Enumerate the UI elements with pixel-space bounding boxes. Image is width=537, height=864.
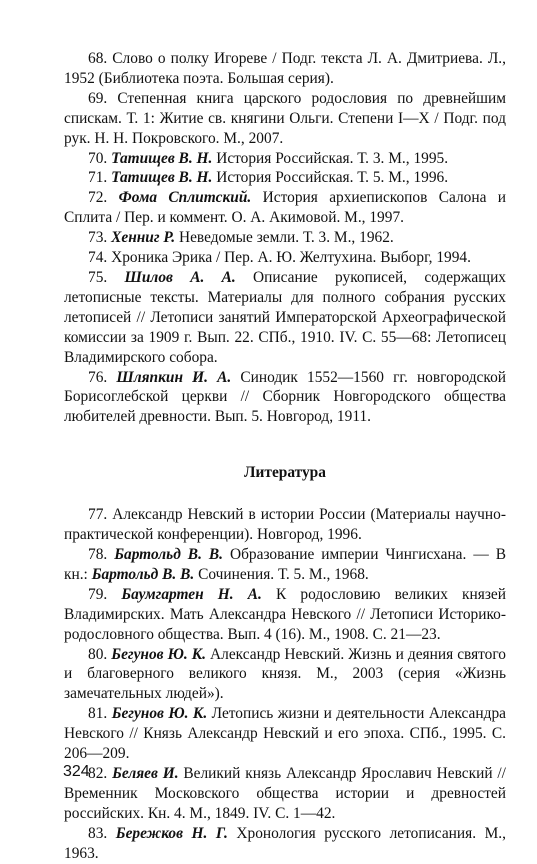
bibliography-entry (64, 168, 506, 188)
bibliography-entry (64, 764, 506, 824)
page-number: 324 (63, 763, 90, 780)
entry-text: Александр Невский в истории России (Материалы научно-практической конференции). Новгород, 1996. (64, 506, 506, 544)
entry-number: 73. (88, 229, 108, 247)
entry-text: Неведомые земли. Т. 3. М., 1962. (178, 229, 394, 247)
entry-number: 77. (88, 506, 108, 524)
entry-author: Фома Сплитский. (118, 189, 252, 207)
entry-number: 75. (88, 268, 108, 286)
entry-number: 70. (88, 149, 108, 167)
bibliography-entry (64, 545, 506, 585)
entry-text: Александр Невский. Жизнь и деяния святого и благоверного великого князя. М., 2003 (серия «Жизнь замечательных людей»). (64, 645, 507, 703)
entry-text: История Российская. Т. 5. М., 1996. (216, 169, 449, 187)
entry-text: Образование империи Чингисхана. — В кн.: (64, 546, 506, 583)
bibliography (64, 49, 506, 864)
bibliography-entry (64, 188, 506, 228)
entry-author: Баумгартен Н. А. (121, 585, 262, 603)
bibliography-entry (64, 645, 506, 705)
entry-author: Татищев В. Н. (111, 169, 213, 187)
sources-list (64, 49, 506, 427)
bibliography-entry (64, 824, 506, 864)
entry-text: История архиепископов Салона и Сплита / Пер. и коммент. О. А. Акимовой. М., 1997. (64, 189, 507, 227)
bibliography-entry (64, 228, 506, 248)
entry-number: 76. (88, 368, 108, 386)
bibliography-entry (64, 505, 506, 545)
literature-heading: Литература (244, 464, 326, 482)
bibliography-entry (64, 49, 506, 89)
entry-number: 79. (88, 585, 108, 603)
entry-author: Беляев И. (112, 765, 179, 782)
bibliography-entry (64, 149, 506, 169)
entry-number: 72. (88, 189, 108, 207)
bibliography-entry (64, 368, 506, 428)
entry-number: 81. (88, 705, 108, 723)
entry-number: 78. (88, 546, 108, 564)
bibliography-entry (64, 704, 506, 764)
entry-author: Татищев В. Н. (111, 149, 213, 167)
entry-text: Хронология русского летописания. М., 1963. (64, 824, 506, 862)
entry-text: Летопись жизни и деятельности Александра Невского // Князь Александр Невский и его эпоха. СПб., 1995. С. 206—209. (64, 705, 506, 763)
entry-text: Синодик 1552—1560 гг. новгородской Борисоглебской церкви // Сборник Новгородского общества любителей древности. Вып. 5. Новгород, 1911. (64, 368, 507, 426)
entry-author: Бартольд В. В. (91, 565, 195, 583)
bibliography-entry (64, 268, 506, 368)
literature-list (64, 505, 506, 863)
entry-author: Бегунов Ю. К. (111, 645, 206, 663)
entry-text: Хроника Эрика / Пер. А. Ю. Желтухина. Выборг, 1994. (111, 249, 471, 267)
entry-text: Сочинения. Т. 5. М., 1968. (198, 565, 369, 583)
entry-text: История Российская. Т. 3. М., 1995. (216, 149, 449, 167)
entry-author: Бережков Н. Г. (115, 824, 228, 842)
entry-number: 68. (88, 50, 108, 67)
entry-author: Бегунов Ю. К. (111, 705, 208, 723)
entry-author: Шляпкин И. А. (116, 368, 232, 386)
bibliography-entry (64, 89, 506, 149)
entry-author: Хенниг Р. (111, 229, 176, 247)
entry-text: Слово о полку Игореве / Подг. текста Л. А. Дмитриева. Л., 1952 (Библиотека поэта. Большая серия). (64, 50, 506, 87)
entry-text: Степенная книга царского родословия по древнейшим спискам. Т. 1: Житие св. княгини Ольги. Степени I—X / Подг. под рук. Н. Н. Покровского. М., 2007. (64, 89, 506, 147)
entry-number: 69. (88, 89, 108, 107)
entry-text: Описание рукописей, содержащих летописные тексты. Материалы для полного собрания русских летописей // Летописи занятий Императорской Археографической комиссии за 1909 г. Вып. 22. СПб., 1910. IV. С. 55—68: Летописец Владимирского собора. (64, 268, 507, 366)
entry-number: 82. (88, 765, 108, 782)
entry-author: Шилов А. А. (124, 268, 236, 286)
entry-text: К родословию великих князей Владимирских. Мать Александра Невского // Летописи Историко-родословного общества. Вып. 4 (16). М., 1908. С. 21—23. (64, 585, 506, 643)
entry-author: Бартольд В. В. (114, 546, 223, 564)
entry-number: 80. (88, 645, 108, 663)
bibliography-entry (64, 585, 506, 645)
entry-number: 71. (88, 169, 108, 187)
entry-number: 83. (88, 824, 108, 842)
entry-text: Великий князь Александр Ярославич Невский // Временник Московского общества истории и древностей российских. Кн. 4. М., 1849. IV. С. 1—42. (64, 765, 506, 822)
entry-number: 74. (88, 249, 108, 267)
bibliography-entry (64, 248, 506, 268)
